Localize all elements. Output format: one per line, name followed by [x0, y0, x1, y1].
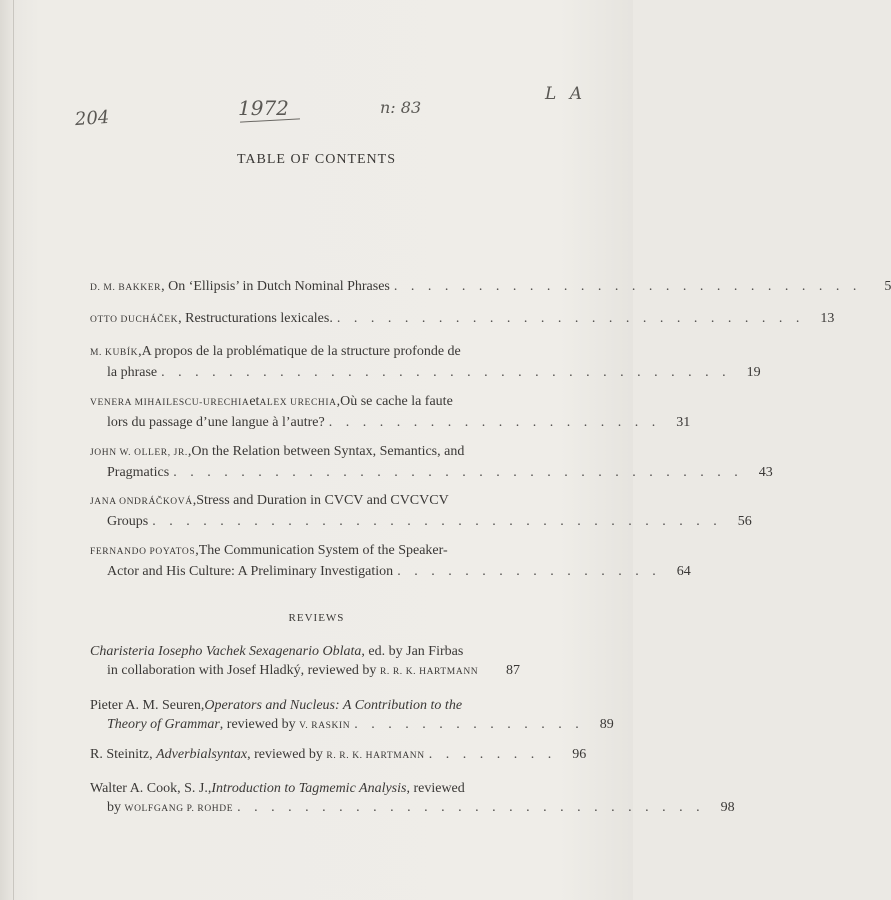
entry-author: FERNANDO POYATOS: [90, 547, 196, 557]
entry-author: VENERA MIHAILESCU-URECHIA: [90, 398, 250, 408]
page-title: TABLE OF CONTENTS: [237, 152, 396, 167]
handwritten-note-left: 204: [74, 106, 111, 131]
dot-leader: . . . . . . . . . . . . . . . . . . . . . . . . . . . .: [237, 800, 705, 815]
review-entry-seuren: Pieter A. M. Seuren , Operators and Nucleus: A Contribution to the Theory of Grammar, reviewed by V. RASKIN . . . . . . . . . . . . . . 89: [90, 698, 614, 732]
dot-leader: . . . . . . . .: [428, 747, 557, 762]
dot-leader: . . . . . . . . . . . . . . . . . . . . . . . . . . . .: [393, 279, 862, 294]
entry-page-number: 13: [820, 311, 835, 326]
entry-page-number: 43: [758, 465, 773, 480]
dot-leader: . . . . . . . . . . . . . . . . . . . . . . . . . . . . . . . . . .: [173, 465, 743, 480]
handwritten-year: 1972: [238, 96, 289, 120]
entry-title-line2: Groups: [107, 514, 149, 529]
review-author: R. Steinitz: [90, 747, 150, 762]
entry-title-line1: Stress and Duration in CVCV and CVCVCV: [196, 493, 449, 508]
review-entry-cook: Walter A. Cook, S. J. , Introduction to Tagmemic Analysis , reviewed by WOLFGANG P. ROHDE . . . . . . . . . . . . . . . . . . . . . . . . . . . . 98: [90, 781, 735, 815]
reviewer-name: WOLFGANG P. ROHDE: [124, 804, 234, 814]
review-title: Introduction to Tagmemic Analysis: [211, 781, 407, 796]
entry-page-number: 5: [884, 279, 891, 294]
entry-author: JANA ONDRÁČKOVÁ: [90, 497, 193, 507]
entry-author: M. KUBÍK: [90, 348, 139, 358]
entry-page-number: 19: [746, 365, 761, 380]
page-edge-shadow: [13, 0, 14, 900]
reviewer-name: V. RASKIN: [299, 721, 351, 731]
toc-entry-oller: JOHN W. OLLER, JR. , On the Relation between Syntax, Semantics, and Pragmatics . . . . . . . . . . . . . . . . . . . . . . . . . . . . . . . . . . 43: [90, 444, 773, 480]
dot-leader: . . . . . . . . . . . . . .: [354, 717, 584, 732]
entry-title-line2: la phrase: [107, 365, 158, 380]
reviewer-name: R. R. K. HARTMANN: [326, 751, 425, 761]
entry-coauthor: ALEX URECHIA: [259, 398, 337, 408]
toc-entry-ondrackova: JANA ONDRÁČKOVÁ , Stress and Duration in CVCV and CVCVCV Groups . . . . . . . . . . . . . . . . . . . . . . . . . . . . . . . . . . 56: [90, 493, 752, 529]
entry-page-number: 87: [506, 663, 520, 678]
dot-leader: . . . . . . . . . . . . . . . . . . . . . . . . . . . . . . . . . .: [161, 365, 731, 380]
review-author: Walter A. Cook, S. J.: [90, 781, 208, 796]
entry-page-number: 89: [599, 717, 614, 732]
review-entry-charisteria: Charisteria Iosepho Vachek Sexagenario Oblata , ed. by Jan Firbas in collaboration with Josef Hladký, reviewed by R. R. K. HARTMANN 87: [90, 644, 520, 678]
entry-page-number: 96: [572, 747, 587, 762]
entry-author: OTTO DUCHÁČEK: [90, 315, 179, 325]
entry-title-line1: The Communication System of the Speaker-: [198, 543, 448, 558]
toc-entry-bakker: D. M. BAKKER, On ‘Ellipsis’ in Dutch Nominal Phrases . . . . . . . . . . . . . . . . . . . . . . . . . . . . 5: [90, 279, 891, 294]
entry-title: Restructurations lexicales.: [185, 311, 333, 326]
handwritten-note-right: L A: [545, 84, 586, 104]
review-title-line1: Operators and Nucleus: A Contribution to the: [204, 698, 463, 713]
entry-author: JOHN W. OLLER, JR.: [90, 448, 188, 458]
entry-title-line2: Pragmatics: [107, 465, 170, 480]
review-title: Charisteria Iosepho Vachek Sexagenario Oblata: [90, 644, 362, 659]
review-entry-steinitz: R. Steinitz, Adverbialsyntax, reviewed by R. R. K. HARTMANN . . . . . . . . 96: [90, 747, 587, 762]
handwritten-number: n: 83: [380, 98, 422, 117]
review-title: Adverbialsyntax: [156, 747, 248, 762]
reviews-heading: REVIEWS: [288, 612, 345, 624]
entry-title-line1: A propos de la problématique de la structure profonde de: [141, 344, 461, 359]
entry-title-line2: Actor and His Culture: A Preliminary Investigation: [107, 564, 394, 579]
dot-leader: . . . . . . . . . . . . . . . . . . . . . . . . . . . .: [336, 311, 805, 326]
dot-leader: . . . . . . . . . . . . . . . .: [397, 564, 661, 579]
entry-title-line1: On the Relation between Syntax, Semantics, and: [191, 444, 465, 459]
reviewer-name: R. R. K. HARTMANN: [379, 667, 479, 677]
toc-entry-duchacek: OTTO DUCHÁČEK, Restructurations lexicales. . . . . . . . . . . . . . . . . . . . . . . . . . . . . 13: [90, 311, 835, 326]
dot-leader: . . . . . . . . . . . . . . . . . . . .: [328, 415, 661, 430]
entry-author: D. M. BAKKER: [90, 283, 162, 293]
toc-entry-poyatos: FERNANDO POYATOS , The Communication System of the Speaker- Actor and His Culture: A Preliminary Investigation . . . . . . . . . . . . . . . . 64: [90, 543, 691, 579]
review-author: Pieter A. M. Seuren: [90, 698, 201, 713]
entry-title-line2: lors du passage d’une langue à l’autre?: [107, 415, 325, 430]
entry-page-number: 31: [676, 415, 691, 430]
toc-entry-urechia: VENERA MIHAILESCU-URECHIA et ALEX URECHIA , Où se cache la faute lors du passage d’une langue à l’autre? . . . . . . . . . . . . . . . . . . . . 31: [90, 394, 691, 430]
review-title-line2: Theory of Grammar: [107, 717, 220, 732]
entry-page-number: 98: [720, 800, 735, 815]
entry-page-number: 64: [676, 564, 691, 579]
toc-entry-kubik: M. KUBÍK , A propos de la problématique de la structure profonde de la phrase . . . . . . . . . . . . . . . . . . . . . . . . . . . . . . . . . . 19: [90, 344, 761, 380]
entry-page-number: 56: [737, 514, 752, 529]
entry-title-line1: Où se cache la faute: [340, 394, 453, 409]
entry-title: On ‘Ellipsis’ in Dutch Nominal Phrases: [168, 279, 390, 294]
dot-leader: . . . . . . . . . . . . . . . . . . . . . . . . . . . . . . . . . .: [152, 514, 722, 529]
